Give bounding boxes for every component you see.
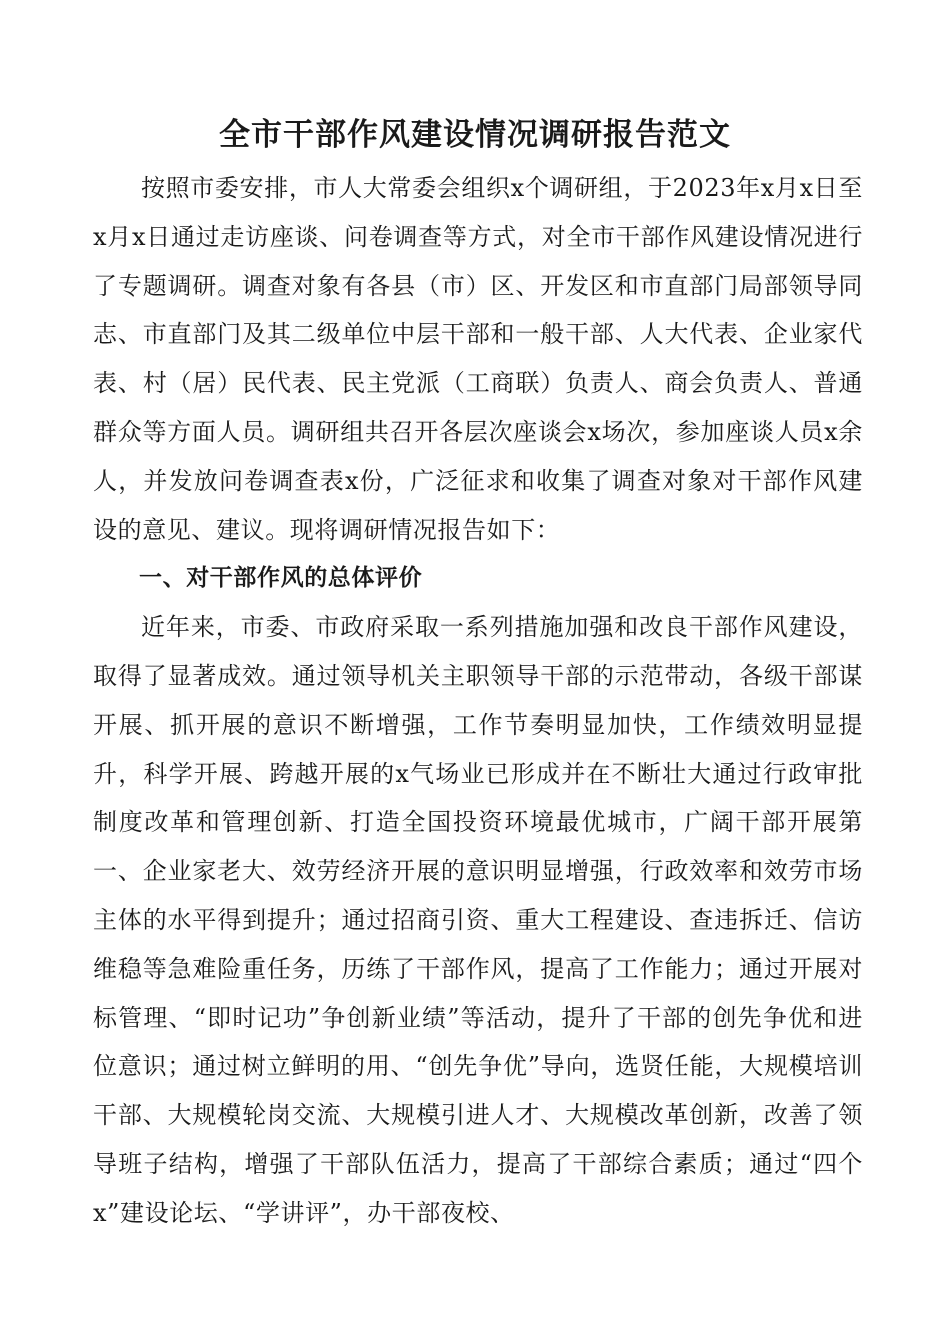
document-body (93, 164, 863, 1238)
section-paragraph: 近年来，市委、市政府采取一系列措施加强和改良干部作风建设，取得了显著成效。通过领导机关主职领导干部的示范带动，各级干部谋开展、抓开展的意识不断增强，工作节奏明显加快，工作绩效明显提升，科学开展、跨越开展的x气场业已形成并在不断壮大通过行政审批制度改革和管理创新、打造全国投资环境最优城市，广阔干部开展第一、企业家老大、效劳经济开展的意识明显增强，行政效率和效劳市场主体的水平得到提升；通过招商引资、重大工程建设、查违拆迁、信访维稳等急难险重任务，历练了干部作风，提高了工作能力；通过开展对标管理、“即时记功”争创新业绩”等活动，提升了干部的创先争优和进位意识；通过树立鲜明的用、“创先争优”导向，选贤任能，大规模培训干部、大规模轮岗交流、大规模引进人才、大规模改革创新，改善了领导班子结构，增强了干部队伍活力，提高了干部综合素质；通过“四个x”建设论坛、“学讲评”，办干部夜校、 (93, 613, 863, 1227)
document-title: 全市干部作风建设情况调研报告范文 (219, 117, 731, 153)
section-heading: 一、对干部作风的总体评价 (139, 565, 423, 592)
intro-paragraph: 按照市委安排，市人大常委会组织x个调研组，于2023年x月x日至x月x日通过走访座谈、问卷调查等方式，对全市干部作风建设情况进行了专题调研。调查对象有各县（市）区、开发区和市直部门局部领导同志、市直部门及其二级单位中层干部和一般干部、人大代表、企业家代表、村（居）民代表、民主党派（工商联）负责人、商会负责人、普通群众等方面人员。调研组共召开各层次座谈会x场次，参加座谈人员x余人，并发放问卷调查表x份，广泛征求和收集了调查对象对干部作风建设的意见、建议。现将调研情况报告如下： (93, 174, 863, 544)
